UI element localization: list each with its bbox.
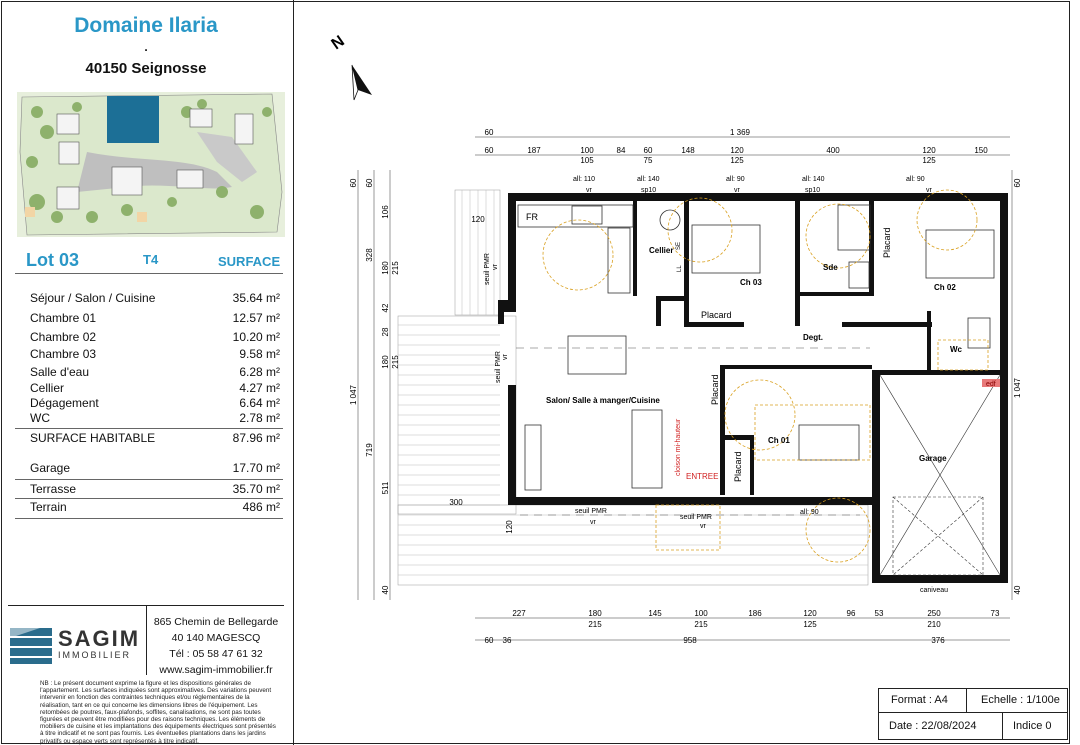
svg-text:227: 227 xyxy=(512,609,526,618)
svg-text:vr: vr xyxy=(502,354,509,360)
svg-text:376: 376 xyxy=(931,636,945,645)
svg-text:120: 120 xyxy=(803,609,817,618)
surface-row: Chambre 01 12.57 m² xyxy=(30,311,280,325)
divider xyxy=(146,605,147,675)
room-labels xyxy=(526,212,996,594)
svg-text:84: 84 xyxy=(616,146,626,155)
svg-text:vr: vr xyxy=(492,264,499,270)
label-sde: Sde xyxy=(823,263,838,272)
svg-text:42: 42 xyxy=(381,303,390,313)
svg-text:150: 150 xyxy=(974,146,988,155)
label-entree: ENTREE xyxy=(686,472,719,481)
svg-text:328: 328 xyxy=(365,248,374,262)
website[interactable]: www.sagim-immobilier.fr xyxy=(159,664,273,676)
svg-text:vr: vr xyxy=(590,519,596,526)
sagim-logo-mark xyxy=(10,624,54,664)
label-cloison: cloison mi-hauteur xyxy=(675,418,682,476)
svg-text:60: 60 xyxy=(643,146,653,155)
surface-header: SURFACE xyxy=(218,254,281,269)
surface-row: Chambre 02 10.20 m² xyxy=(30,330,280,344)
address-line-2: 40 140 MAGESCQ xyxy=(171,632,261,644)
label-fr: FR xyxy=(526,212,538,222)
svg-text:vr: vr xyxy=(926,187,932,194)
svg-text:75: 75 xyxy=(643,156,653,165)
terrasse-row: Terrasse 35.70 m² xyxy=(30,482,280,496)
furniture xyxy=(518,205,994,490)
surface-row: Salle d'eau 6.28 m² xyxy=(30,365,280,379)
svg-text:vr: vr xyxy=(586,187,592,194)
label-placard-2: Placard xyxy=(882,227,892,258)
svg-text:120: 120 xyxy=(505,520,514,534)
svg-text:all: 90: all: 90 xyxy=(906,176,925,183)
svg-text:215: 215 xyxy=(391,261,400,275)
section-lines xyxy=(516,348,870,515)
format-cell: Format : A4 xyxy=(878,688,967,713)
label-ll: LL xyxy=(677,265,683,272)
date-cell: Date : 22/08/2024 xyxy=(878,712,1003,740)
svg-text:all: 140: all: 140 xyxy=(802,176,825,183)
svg-text:36: 36 xyxy=(502,636,512,645)
svg-text:sp10: sp10 xyxy=(805,187,821,194)
svg-text:40: 40 xyxy=(381,585,390,595)
svg-text:125: 125 xyxy=(803,620,817,629)
surface-row: Cellier 4.27 m² xyxy=(30,381,280,395)
project-name: Domaine Ilaria xyxy=(74,14,218,37)
disclaimer: NB : Le présent document exprime la figure et les dispositions générales de l'appartement. Les surfaces indiquées sont approximatives. Des variations peuvent intervenir en fonction des contraintes techniques et/ou réglementaires de la réalisation, tant en ce qui concerne les dimensions libres de l'équipement. Les retombées de poutres, faux-plafonds, soffites, canalisations, ne sont pas toutes figurées et peuvent être modifiées pour des raisons techniques. Les éléments de mobiliers de cuisine et les implantations des équipements électriques sont présentés à titre indicatif et ne sont pas fournis. Les éventuelles plantations dans les jardins privatifs ou espace verts sont représentés à titre indicatif. xyxy=(40,680,276,745)
sagim-logo xyxy=(8,612,144,672)
svg-text:215: 215 xyxy=(694,620,708,629)
north-label: N xyxy=(328,32,348,54)
index-cell: Indice 0 xyxy=(1002,712,1068,740)
divider xyxy=(15,518,283,519)
surface-row: Dégagement 6.64 m² xyxy=(30,396,280,410)
svg-text:300: 300 xyxy=(449,498,463,507)
svg-text:seuil PMR: seuil PMR xyxy=(484,253,491,285)
svg-text:106: 106 xyxy=(381,205,390,219)
svg-text:60: 60 xyxy=(484,146,494,155)
divider xyxy=(15,479,283,480)
label-placard-3: Placard xyxy=(710,374,720,405)
svg-text:seuil PMR: seuil PMR xyxy=(680,514,712,521)
svg-text:145: 145 xyxy=(648,609,662,618)
scale-cell: Echelle : 1/100e xyxy=(966,688,1068,713)
label-salon: Salon/ Salle à manger/Cuisine xyxy=(546,396,660,405)
garage-drawing xyxy=(880,375,1000,575)
label-edf: edf xyxy=(986,381,996,388)
label-ch03: Ch 03 xyxy=(740,278,762,287)
site-plan-image xyxy=(17,92,285,237)
north-arrow xyxy=(329,33,372,100)
label-wc: Wc xyxy=(950,345,962,354)
svg-text:148: 148 xyxy=(681,146,695,155)
terrain-row: Terrain 486 m² xyxy=(30,500,280,514)
svg-text:215: 215 xyxy=(588,620,602,629)
project-city: 40150 Seignosse xyxy=(85,60,207,77)
svg-text:120: 120 xyxy=(922,146,936,155)
label-placard-1: Placard xyxy=(701,310,732,320)
divider xyxy=(15,498,283,499)
svg-text:all: 90: all: 90 xyxy=(726,176,745,183)
svg-text:958: 958 xyxy=(683,636,697,645)
garage-row: Garage 17.70 m² xyxy=(30,461,280,475)
label-caniveau: caniveau xyxy=(920,587,949,594)
svg-text:73: 73 xyxy=(990,609,1000,618)
svg-text:120: 120 xyxy=(471,215,485,224)
label-ch01: Ch 01 xyxy=(768,436,790,445)
divider xyxy=(15,273,283,274)
label-ch02: Ch 02 xyxy=(934,283,956,292)
exterior-walls xyxy=(498,193,1008,583)
lot-name: Lot 03 xyxy=(26,250,80,270)
svg-text:215: 215 xyxy=(391,355,400,369)
svg-text:186: 186 xyxy=(748,609,762,618)
svg-text:100: 100 xyxy=(580,146,594,155)
title-dot: . xyxy=(144,40,148,54)
svg-text:all: 110: all: 110 xyxy=(573,176,596,183)
svg-text:511: 511 xyxy=(381,481,390,495)
svg-text:60: 60 xyxy=(349,178,358,188)
sagim-logo-main: SAGIM xyxy=(58,626,141,651)
svg-text:250: 250 xyxy=(927,609,941,618)
svg-text:1 047: 1 047 xyxy=(1013,377,1022,399)
svg-text:210: 210 xyxy=(927,620,941,629)
svg-text:60: 60 xyxy=(1013,178,1022,188)
svg-text:all: 90: all: 90 xyxy=(800,509,819,516)
svg-text:96: 96 xyxy=(846,609,856,618)
svg-text:125: 125 xyxy=(730,156,744,165)
svg-text:seuil PMR: seuil PMR xyxy=(495,351,502,383)
svg-text:125: 125 xyxy=(922,156,936,165)
svg-text:180: 180 xyxy=(588,609,602,618)
svg-text:60: 60 xyxy=(484,636,494,645)
divider xyxy=(15,428,283,429)
lot-type: T4 xyxy=(143,252,159,267)
svg-text:120: 120 xyxy=(730,146,744,155)
company-address xyxy=(148,614,284,678)
svg-text:vr: vr xyxy=(700,523,706,530)
svg-text:1 047: 1 047 xyxy=(349,384,358,406)
svg-text:180: 180 xyxy=(381,261,390,275)
lot-header xyxy=(8,250,283,272)
surface-row: Séjour / Salon / Cuisine 35.64 m² xyxy=(30,291,280,305)
label-degt: Degt. xyxy=(803,333,823,342)
surface-habitable-row: SURFACE HABITABLE 87.96 m² xyxy=(30,431,280,445)
svg-text:60: 60 xyxy=(365,178,374,188)
sagim-logo-sub: IMMOBILIER xyxy=(58,650,132,660)
label-garage: Garage xyxy=(919,454,947,463)
phone: Tél : 05 58 47 61 32 xyxy=(169,648,263,660)
terrace-bottom xyxy=(398,505,868,585)
label-cellier: Cellier xyxy=(649,246,674,255)
svg-text:100: 100 xyxy=(694,609,708,618)
svg-text:28: 28 xyxy=(381,327,390,337)
svg-text:sp10: sp10 xyxy=(641,187,657,194)
svg-text:all: 140: all: 140 xyxy=(637,176,660,183)
label-placard-4: Placard xyxy=(733,451,743,482)
svg-text:180: 180 xyxy=(381,355,390,369)
svg-text:1 369: 1 369 xyxy=(729,128,751,137)
surface-row: Chambre 03 9.58 m² xyxy=(30,347,280,361)
svg-text:187: 187 xyxy=(527,146,541,155)
surface-row: WC 2.78 m² xyxy=(30,411,280,425)
svg-text:40: 40 xyxy=(1013,585,1022,595)
svg-text:vr: vr xyxy=(734,187,740,194)
svg-text:400: 400 xyxy=(826,146,840,155)
svg-text:53: 53 xyxy=(874,609,884,618)
address-line-1: 865 Chemin de Bellegarde xyxy=(153,616,279,628)
svg-text:105: 105 xyxy=(580,156,594,165)
svg-text:60: 60 xyxy=(484,128,494,137)
floor-plan xyxy=(294,0,1068,685)
label-se: SE xyxy=(676,241,682,250)
svg-text:seuil PMR: seuil PMR xyxy=(575,508,607,515)
svg-text:719: 719 xyxy=(365,443,374,457)
